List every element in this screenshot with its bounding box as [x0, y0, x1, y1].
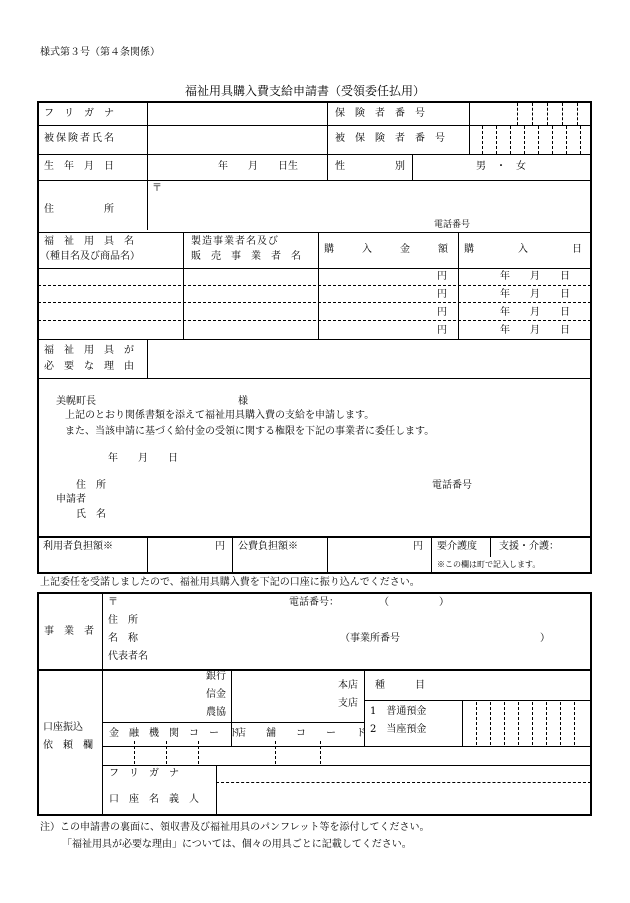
care-level-label: 要介護度: [437, 541, 477, 552]
form-number: 様式第３号（第４条関係）: [40, 47, 160, 58]
bank-transfer-intro: 上記委任を受諾しましたので、福祉用具購入費を下記の口座に振り込んでください。: [40, 577, 420, 588]
application-date: 年 月 日: [108, 453, 178, 464]
user-burden-yen: 円: [215, 541, 225, 552]
item-name-header-2: （種目名及び商品名）: [40, 251, 140, 262]
applicant-name-label: 氏 名: [76, 509, 106, 520]
reason-label-1: 福 祉 用 具 が: [44, 345, 134, 356]
business-office-number: （事業所番号 ）: [340, 633, 550, 644]
postal-mark: 〒: [152, 183, 162, 194]
applicant-address-label: 住 所: [76, 480, 106, 491]
business-phone: 電話番号： （ ）: [289, 597, 449, 608]
item-name-header-1: 福 祉 用 具 名: [44, 236, 134, 247]
row4-date: 年 月 日: [500, 325, 570, 336]
row1-date: 年 月 日: [500, 271, 570, 282]
maker-header-2: 販 売 事 業 者 名: [191, 251, 301, 262]
nokyo-option: 農協: [206, 707, 226, 718]
application-text-1: 上記のとおり関係書類を添えて福祉用具購入費の支給を申請します。: [65, 410, 375, 421]
note-1: 注）この申請書の裏面に、領収書及び福祉用具のパンフレット等を添付してください。: [40, 822, 430, 833]
gender-options[interactable]: 男 ・ 女: [476, 161, 526, 172]
row3-date: 年 月 日: [500, 307, 570, 318]
support-care-label: 支援・介護：: [499, 541, 559, 552]
note-2: 「福祉用具が必要な理由」については、個々の用具ごとに記載してください。: [62, 839, 412, 850]
applicant-phone-label: 電話番号: [432, 480, 472, 491]
account-furigana-label: フ リ ガ ナ: [109, 768, 179, 779]
maker-header-1: 製造事業者名及び: [191, 236, 279, 247]
reason-label-2: 必 要 な 理 由: [44, 361, 134, 372]
insured-number-label: 被 保 険 者 番 号: [335, 133, 445, 144]
amount-header: 購 入 金 額: [324, 244, 457, 255]
public-burden-label: 公費負担額※: [238, 541, 298, 552]
row1-yen: 円: [437, 271, 447, 282]
bank-option: 銀行: [206, 671, 226, 682]
branch-code-label: 店 舗 コ ー ド: [236, 728, 366, 739]
account-type-label: 種 目: [375, 680, 425, 691]
business-name-label: 名 称: [108, 633, 138, 644]
birth-date-value: 年 月 日生: [218, 161, 298, 172]
row2-date: 年 月 日: [500, 289, 570, 300]
public-burden-yen: 円: [413, 541, 423, 552]
account-label-2: 依 頼 欄: [43, 740, 93, 751]
application-text-2: また、当該申請に基づく給付金の受領に関する権限を下記の事業者に委任します。: [65, 426, 435, 437]
applicant-label: 申請者: [56, 494, 86, 505]
business-postal-mark: 〒: [108, 597, 118, 608]
insurer-number-label: 保 険 者 番 号: [335, 108, 425, 119]
row4-yen: 円: [437, 325, 447, 336]
bank-code-label: 金 融 機 関 コ ー ド: [109, 728, 239, 739]
purchase-date-header: 購 入 日: [464, 244, 590, 255]
account-label-1: 口座振込: [43, 722, 83, 733]
birth-date-label: 生 年 月 日: [44, 161, 114, 172]
town-use-note: ※この欄は町で記入します。: [437, 560, 541, 569]
phone-label: 電話番号: [434, 220, 471, 230]
honorific: 様: [238, 396, 248, 407]
shinkin-option: 信金: [206, 689, 226, 700]
gender-label: 性 別: [335, 161, 405, 172]
honten-option: 本店: [338, 680, 358, 691]
address-label: 住 所: [44, 204, 114, 215]
row3-yen: 円: [437, 307, 447, 318]
insured-name-label: 被保険者氏名: [44, 133, 116, 144]
account-holder-label: 口 座 名 義 人: [109, 794, 199, 805]
account-type-current: 2 当座預金: [370, 724, 427, 735]
addressee: 美幌町長: [56, 396, 96, 407]
user-burden-label: 利用者負担額※: [43, 541, 113, 552]
shiten-option: 支店: [338, 698, 358, 709]
account-type-ordinary: 1 普通預金: [370, 706, 427, 717]
business-label: 事 業 者: [44, 626, 94, 637]
business-address-label: 住 所: [108, 615, 138, 626]
page-title: 福祉用具購入費支給申請書（受領委任払用）: [185, 84, 426, 98]
furigana-label: フ リ ガ ナ: [44, 108, 114, 119]
business-representative-label: 代表者名: [108, 651, 148, 662]
row2-yen: 円: [437, 289, 447, 300]
